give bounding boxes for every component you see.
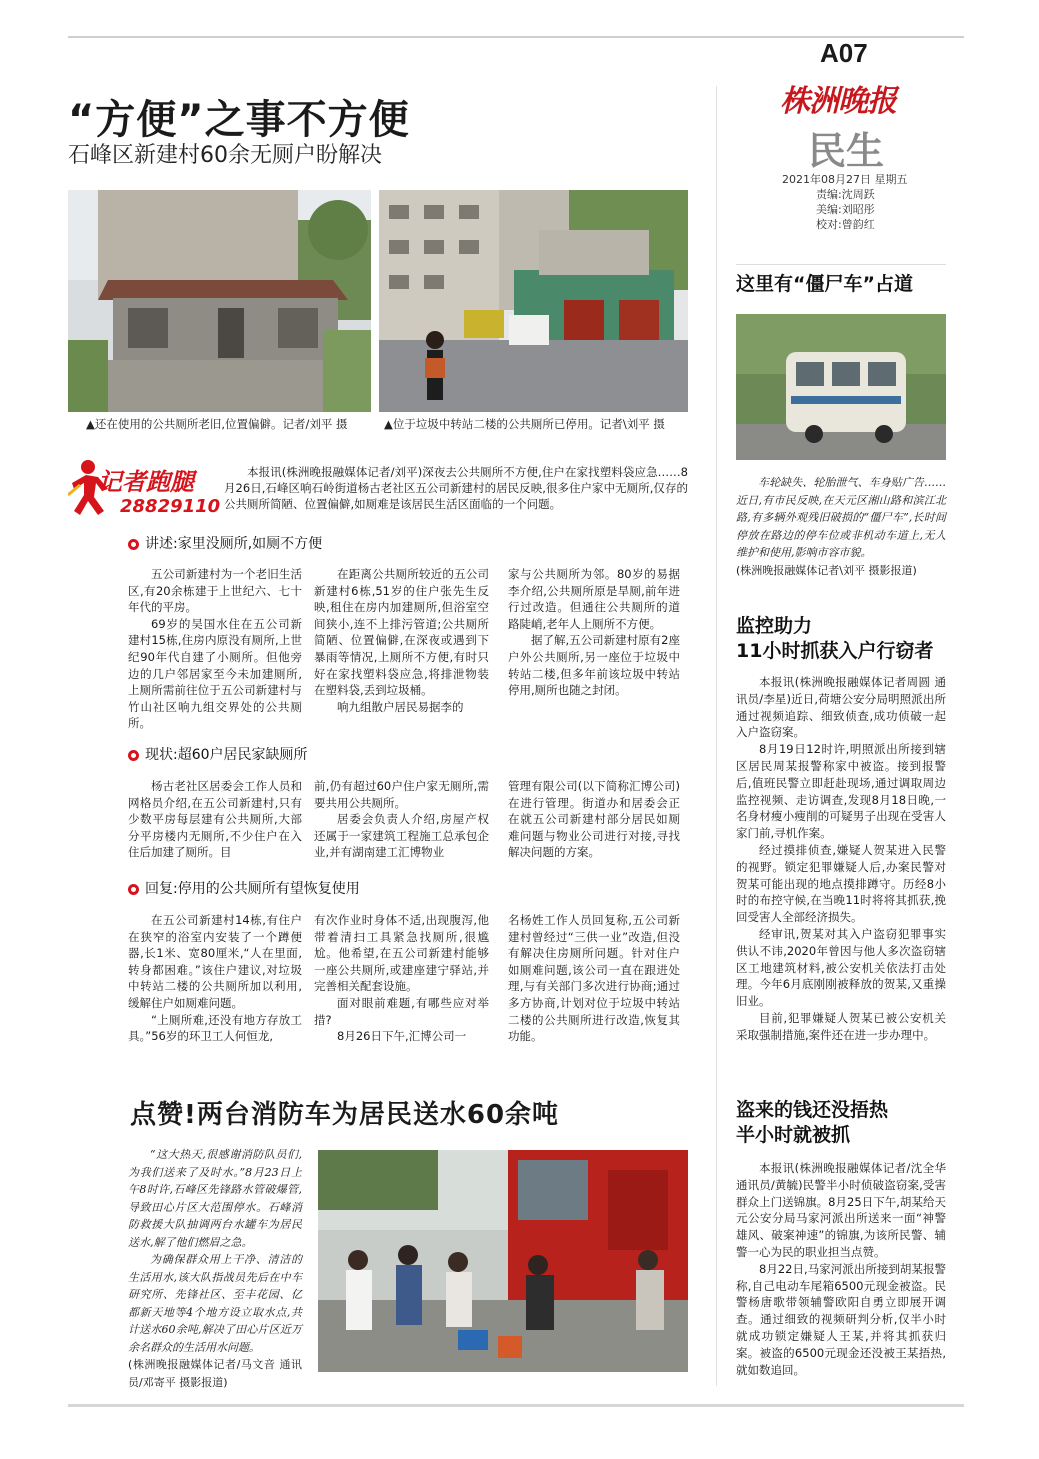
red-ring-icon bbox=[128, 750, 139, 761]
editor-credit: 责编:沈周跃 bbox=[816, 188, 875, 201]
section-heading-1: 讲述:家里没厕所,如厕不方便 bbox=[128, 533, 322, 553]
photo-transfer-station bbox=[379, 190, 688, 412]
sidebar-rule bbox=[736, 264, 946, 265]
proof-credit: 校对:曾韵红 bbox=[816, 218, 875, 231]
issue-date: 2021年08月27日 星期五 bbox=[782, 173, 908, 186]
s1-column-1: 五公司新建村为一个老旧生活区,有20余栋建于上世纪六、七十年代的平房。 69岁的吴国水住在五公司新建村15栋,住房内原没有厕所,上世纪90年代自建了小厕所。但他旁边的几户邻居家至今未加建厕所,上厕所需前往位于五公司新建村与竹山社区响九组交界处的公共厕所。 bbox=[128, 567, 302, 731]
logo-phone: 28829110 bbox=[120, 496, 221, 517]
section-heading-3: 回复:停用的公共厕所有望恢复使用 bbox=[128, 878, 360, 898]
s2-column-3: 管理有限公司(以下简称汇博公司)在进行管理。街道办和居委会正在就五公司新建村部分居民如厕难问题与物业公司进行对接,寻找解决问题的方案。 bbox=[508, 779, 680, 860]
sidebar-story3-body: 本报讯(株洲晚报融媒体记者/沈全华 通讯员/黄毓)民警半小时侦破盗窃案,受害群众上门送锦旗。8月25日下午,胡某给天元公安分局马家河派出所送来一面“神警雄风、破案神速”的锦旗,为该所民警、辅警一心为民的职业担当点赞。 8月22日,马家河派出所接到胡某报警称,自己电动车尾箱6500元现金被盗。民警杨唐歌带领辅警欧阳自勇立即展开调查。通过细致的视频研判分析,仅半小时就成功锁定嫌疑人王某,并将其抓获归案。被盗的6500元现金还没被王某捂热,就如数追回。 bbox=[736, 1161, 946, 1377]
section-heading-2: 现状:超60户居民家缺厕所 bbox=[128, 744, 308, 764]
logo-text: 记者跑腿 bbox=[98, 467, 194, 496]
photo1-caption: ▲还在使用的公共厕所老旧,位置偏僻。记者/刘平 摄 bbox=[86, 417, 348, 431]
story2-headline: 点赞!两台消防车为居民送水60余吨 bbox=[130, 1100, 560, 1130]
s2-column-2: 前,仍有超过60户住户家无厕所,需要共用公共厕所。 居委会负责人介绍,房屋产权还属于一家建筑工程施工总承包企业,并有湖南建工汇博物业 bbox=[314, 779, 489, 860]
red-ring-icon bbox=[128, 539, 139, 550]
newspaper-logo: 株洲晚报 bbox=[780, 84, 896, 119]
sidebar-story1-title: 这里有“僵尸车”占道 bbox=[736, 273, 913, 295]
bottom-rule bbox=[68, 1404, 964, 1407]
photo-fire-trucks bbox=[318, 1150, 688, 1372]
photo-zombie-car bbox=[736, 314, 946, 460]
masthead-meta bbox=[782, 172, 908, 232]
s2-column-1: 杨古老社区居委会工作人员和网格员介绍,在五公司新建村,只有少数平房每层建有公共厕所,大部分平房楼内无厕所,不少住户在入住后加建了厕所。目 bbox=[128, 779, 302, 860]
s3-column-1: 在五公司新建村14栋,有住户在狭窄的浴室内安装了一个蹲便器,长1米、宽80厘米,“人在里面,转身都困难。”该住户建议,对垃圾中转站二楼的公共厕所加以利用,缓解住户如厕难问题。 “上厕所难,还没有地方存放工具。”56岁的环卫工人何恒龙, bbox=[128, 913, 302, 1044]
red-ring-icon bbox=[128, 884, 139, 895]
sidebar-story2-title: 监控助力 11小时抓获入户行窃者 bbox=[736, 615, 934, 662]
sidebar-story1-body: 车轮缺失、轮胎泄气、车身贴广告……近日,有市民反映,在天元区湘山路和滨江北路,有多辆外观残旧破损的“僵尸车”,长时间停放在路边的停车位或非机动车道上,无人维护和使用,影响市容市貌。 (株洲晚报融媒体记者\刘平 摄影报道) bbox=[736, 476, 946, 577]
page-subheadline: 石峰区新建村60余无厕户盼解决 bbox=[68, 143, 382, 168]
photo2-caption: ▲位于垃圾中转站二楼的公共厕所已停用。记者\刘平 摄 bbox=[384, 417, 665, 431]
s1-column-3: 家与公共厕所为邻。80岁的易据李介绍,公共厕所原是旱厕,前年进行过改造。但通往公共厕所的道路陡峭,老年人上厕所不方便。 据了解,五公司新建村原有2座户外公共厕所,另一座位于垃圾中转站二楼,但多年前该垃圾中转站停用,厕所也随之封闭。 bbox=[508, 567, 680, 698]
s1-column-2: 在距离公共厕所较近的五公司新建村6栋,51岁的住户张先生反映,租住在房内加建厕所,但浴室空间狭小,连不上排污管道;公共厕所简陋、位置偏僻,在深夜或遇到下暴雨等情况,上厕所不方便,有时只好在家找塑料袋应急,将排泄物装在塑料袋,丢到垃圾桶。 响九组散户居民易据李的 bbox=[314, 567, 489, 714]
designer-credit: 美编:刘昭彤 bbox=[816, 203, 875, 216]
page-headline: “方便”之事不方便 bbox=[68, 97, 410, 143]
s3-column-2: 有次作业时身体不适,出现腹泻,他带着清扫工具紧急找厕所,很尴尬。他希望,在五公司新建村能够一座公共厕所,或建座建宁驿站,并完善相关配套设施。 面对眼前难题,有哪些应对举措? 8月26日下午,汇博公司一 bbox=[314, 913, 489, 1044]
s3-column-3: 名杨姓工作人员回复称,五公司新建村曾经过“三供一业”改造,但没有解决住房厕所问题。针对住户如厕难问题,该公司一直在跟进处理,与有关部门多次进行协商;通过多方协商,计划对位于垃圾中转站二楼的公共厕所进行改造,恢复其功能。 bbox=[508, 913, 680, 1044]
sidebar-story3-title: 盗来的钱还没捂热 半小时就被抓 bbox=[736, 1099, 889, 1146]
section-title: 民生 bbox=[808, 128, 885, 173]
lead-paragraph: 本报讯(株洲晚报融媒体记者/刘平)深夜去公共厕所不方便,住户在家找塑料袋应急……8月26日,石峰区响石岭街道杨古老社区五公司新建村的居民反映,很多住户家中无厕所,仅存的公共厕所简陋、位置偏僻,如厕难是该居民生活区面临的一个问题。 bbox=[224, 465, 688, 511]
page-number: A07 bbox=[820, 38, 868, 68]
sidebar-story2-body: 本报讯(株洲晚报融媒体记者周圆 通讯员/李星)近日,荷塘公安分局明照派出所通过视频追踪、细致侦查,成功侦破一起入户盗窃案。 8月19日12时许,明照派出所接到辖区居民周某报警称家中被盗。接到报警后,值班民警立即赶赴现场,通过调取周边监控视频、走访调查,发现8月18日晚,一名身材瘦小瘦削的可疑男子出现在受害人家门前,寻机作案。 经过摸排侦查,嫌疑人贺某进入民警的视野。锁定犯罪嫌疑人后,办案民警对贺某可能出现的地点摸排蹲守。历经8小时的布控守候,在当晚11时将将其抓获,挽回受害人全部经济损失。 经审讯,贺某对其入户盗窃犯罪事实供认不讳,2020年曾因与他人多次盗窃辖区工地建筑材料,被公安机关依法打击处理。今年6月底刚刚被释放的贺某,又重操旧业。 目前,犯罪嫌疑人贺某已被公安机关采取强制措施,案件还在进一步办理中。 bbox=[736, 675, 946, 1042]
story2-body: “这大热天,很感谢消防队员们,为我们送来了及时水。”8月23日上午8时许,石峰区先锋路水管破爆管,导致田心片区大范围停水。石峰消防救援大队抽调两台水罐车为居民送水,解了他们燃眉之急。 为确保群众用上干净、清洁的生活用水,该大队指战员先后在中车研究所、先锋社区、至丰花园、亿都新天地等4个地方设立取水点,共计送水60余吨,解决了田心片区近万余名群众的生活用水问题。 (株洲晚报融媒体记者/马文音 通讯员/邓寄平 摄影报道) bbox=[128, 1148, 302, 1389]
column-divider bbox=[716, 86, 717, 1386]
photo-old-toilet bbox=[68, 190, 371, 412]
